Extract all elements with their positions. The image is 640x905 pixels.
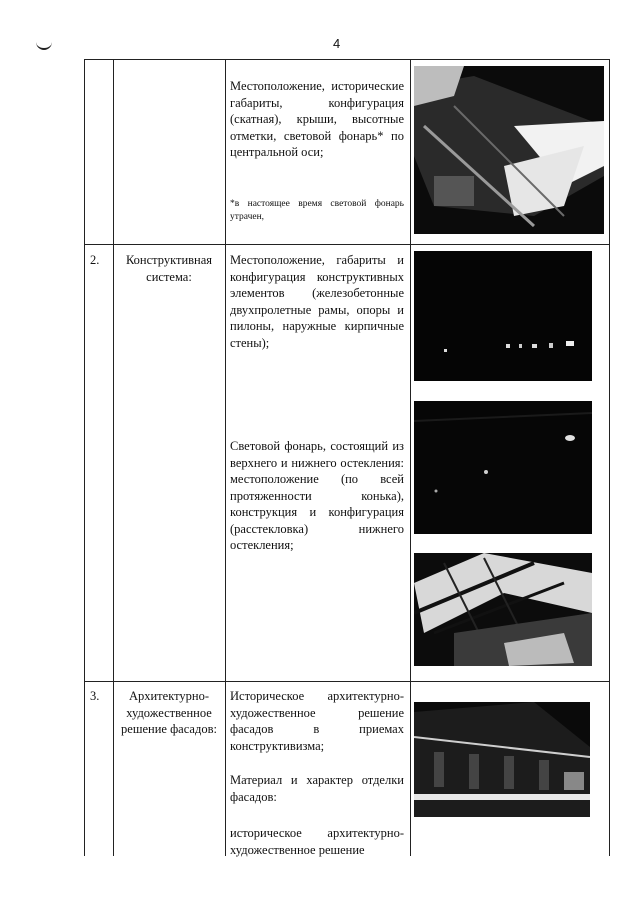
row-divider xyxy=(84,244,610,245)
roof-photo xyxy=(414,66,604,234)
facade-photo xyxy=(414,702,590,817)
skylight-interior-photo xyxy=(414,401,592,534)
skylight-structure-photo xyxy=(414,553,592,666)
row2-description: Местоположение, габариты и конфигурация конструктивных элементов (железобетонные двухпролетные рамы, опоры и пилоны, наружные кирпичные стены); xyxy=(230,253,404,350)
table-left-border xyxy=(84,59,85,856)
row1-footnote: *в настоящее время световой фонарь утрачен, xyxy=(230,199,404,222)
row2-skylight-description: Световой фонарь, состоящий из верхнего и нижнего остекления: местоположение (по всей протяженности конька), конструкция и конфигурация (расстекловка) нижнего остекления; xyxy=(230,439,404,552)
row2-number: 2. xyxy=(90,253,100,267)
interior-dark-photo xyxy=(414,251,592,381)
column-divider xyxy=(410,59,411,856)
row3-number: 3. xyxy=(90,689,100,703)
row2-name: Конструктивная система: xyxy=(125,253,213,284)
column-divider xyxy=(225,59,226,856)
table-right-border xyxy=(609,59,610,856)
row3-continued-description: историческое архитектурно-художественное решение xyxy=(230,826,404,857)
row1-description: Местоположение, исторические габариты, конфигурация (скатная), крыши, высотные отметки, световой фонарь* по центральной оси; xyxy=(230,79,404,159)
table-top-border xyxy=(84,59,610,60)
row-divider xyxy=(84,681,610,682)
page-number: 4 xyxy=(333,36,341,51)
row3-description: Историческое архитектурно-художественное решение фасадов в приемах конструктивизма; xyxy=(230,689,404,753)
corner-mark xyxy=(36,40,52,50)
column-divider xyxy=(113,59,114,856)
row3-finish-description: Материал и характер отделки фасадов: xyxy=(230,773,404,804)
row3-name: Архитектурно-художественное решение фасадов: xyxy=(121,689,217,736)
